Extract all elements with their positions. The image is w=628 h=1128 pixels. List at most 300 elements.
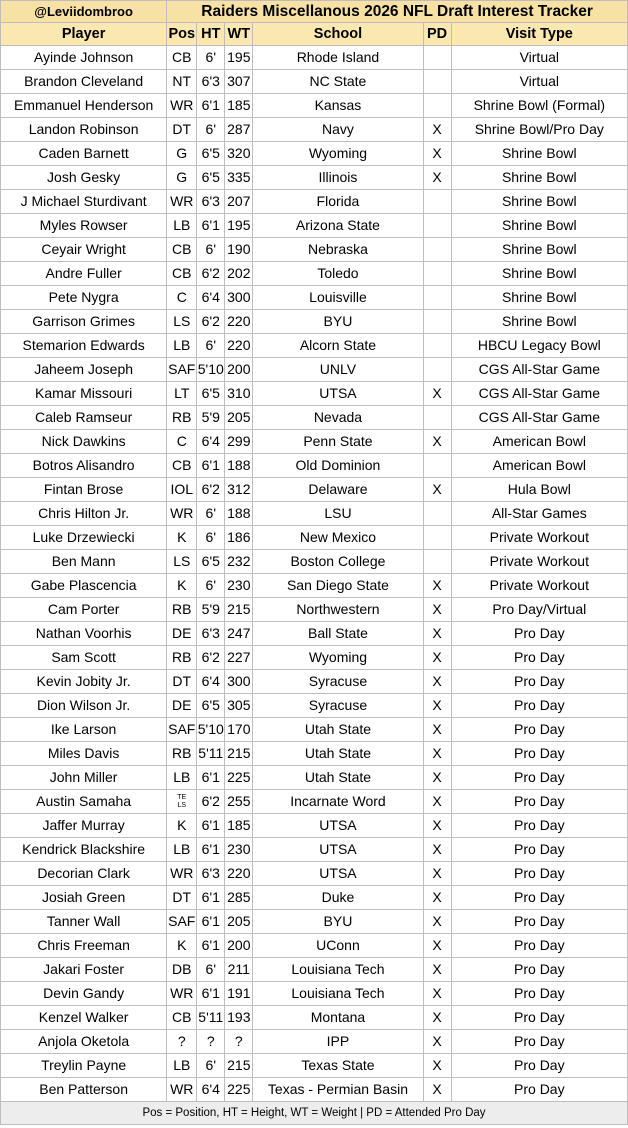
cell-height: 6' (197, 46, 225, 70)
cell-pro-day (423, 46, 451, 70)
cell-pos: DT (167, 118, 197, 142)
cell-visit-type: CGS All-Star Game (451, 406, 627, 430)
cell-height: 6'2 (197, 478, 225, 502)
cell-pro-day: X (423, 1006, 451, 1030)
cell-height: 6'5 (197, 694, 225, 718)
column-header-visit-type: Visit Type (451, 23, 627, 46)
cell-pos: LS (167, 310, 197, 334)
cell-height: 6'4 (197, 430, 225, 454)
cell-weight: 195 (225, 214, 253, 238)
table-row (1, 1054, 628, 1078)
cell-pos: NT (167, 70, 197, 94)
cell-visit-type: Pro Day (451, 838, 627, 862)
cell-school: Delaware (253, 478, 423, 502)
cell-pos: SAF (167, 358, 197, 382)
cell-weight: 202 (225, 262, 253, 286)
cell-pro-day: X (423, 766, 451, 790)
column-header-row (1, 23, 628, 46)
table-row (1, 766, 628, 790)
cell-pos: LT (167, 382, 197, 406)
cell-pos: SAF (167, 910, 197, 934)
cell-school: Navy (253, 118, 423, 142)
cell-weight: 186 (225, 526, 253, 550)
cell-visit-type: Shrine Bowl (451, 262, 627, 286)
cell-school: UTSA (253, 382, 423, 406)
cell-visit-type: Pro Day (451, 718, 627, 742)
cell-pos: LB (167, 1054, 197, 1078)
cell-pos: WR (167, 190, 197, 214)
cell-player: Landon Robinson (1, 118, 167, 142)
cell-height: 6'4 (197, 670, 225, 694)
table-row (1, 166, 628, 190)
cell-height: 6'5 (197, 550, 225, 574)
legend-footer: Pos = Position, HT = Height, WT = Weight | PD = Attended Pro Day (1, 1102, 628, 1125)
cell-player: John Miller (1, 766, 167, 790)
cell-height: 6'1 (197, 454, 225, 478)
cell-visit-type: Pro Day (451, 1030, 627, 1054)
cell-height: 5'10 (197, 358, 225, 382)
cell-weight: 207 (225, 190, 253, 214)
cell-school: Illinois (253, 166, 423, 190)
cell-height: 6' (197, 574, 225, 598)
cell-player: Stemarion Edwards (1, 334, 167, 358)
table-row (1, 334, 628, 358)
cell-school: Wyoming (253, 646, 423, 670)
column-header-pos: Pos (167, 23, 197, 46)
table-row (1, 814, 628, 838)
cell-pos: CB (167, 238, 197, 262)
cell-weight: ? (225, 1030, 253, 1054)
cell-visit-type: Shrine Bowl (Formal) (451, 94, 627, 118)
cell-pro-day: X (423, 814, 451, 838)
cell-weight: 255 (225, 790, 253, 814)
table-row (1, 1006, 628, 1030)
cell-school: Utah State (253, 742, 423, 766)
cell-visit-type: Shrine Bowl (451, 238, 627, 262)
cell-height: 6'2 (197, 310, 225, 334)
cell-pos: DB (167, 958, 197, 982)
cell-player: Dion Wilson Jr. (1, 694, 167, 718)
cell-player: Ben Patterson (1, 1078, 167, 1102)
cell-school: Louisiana Tech (253, 982, 423, 1006)
cell-school: New Mexico (253, 526, 423, 550)
cell-height: 6' (197, 238, 225, 262)
cell-pro-day: X (423, 1054, 451, 1078)
cell-visit-type: Pro Day (451, 790, 627, 814)
cell-height: 6'3 (197, 622, 225, 646)
cell-pos: WR (167, 982, 197, 1006)
cell-weight: 307 (225, 70, 253, 94)
cell-weight: 230 (225, 574, 253, 598)
cell-player: J Michael Sturdivant (1, 190, 167, 214)
cell-player: Austin Samaha (1, 790, 167, 814)
cell-weight: 310 (225, 382, 253, 406)
cell-player: Caleb Ramseur (1, 406, 167, 430)
cell-visit-type: Pro Day/Virtual (451, 598, 627, 622)
table-row (1, 718, 628, 742)
cell-height: 6' (197, 502, 225, 526)
cell-visit-type: American Bowl (451, 454, 627, 478)
cell-pos: C (167, 286, 197, 310)
cell-pos: CB (167, 262, 197, 286)
cell-player: Caden Barnett (1, 142, 167, 166)
cell-pro-day: X (423, 862, 451, 886)
cell-player: Ike Larson (1, 718, 167, 742)
cell-pro-day: X (423, 838, 451, 862)
cell-player: Nick Dawkins (1, 430, 167, 454)
cell-school: Alcorn State (253, 334, 423, 358)
cell-player: Sam Scott (1, 646, 167, 670)
cell-school: UTSA (253, 862, 423, 886)
cell-weight: 205 (225, 406, 253, 430)
cell-school: NC State (253, 70, 423, 94)
cell-pro-day (423, 286, 451, 310)
cell-pos: K (167, 934, 197, 958)
cell-weight: 232 (225, 550, 253, 574)
cell-height: 6' (197, 1054, 225, 1078)
cell-pos: C (167, 430, 197, 454)
cell-player: Botros Alisandro (1, 454, 167, 478)
cell-school: Louisville (253, 286, 423, 310)
cell-pos: RB (167, 598, 197, 622)
cell-pro-day: X (423, 670, 451, 694)
cell-visit-type: Shrine Bowl (451, 310, 627, 334)
cell-pos: K (167, 814, 197, 838)
cell-pos: K (167, 574, 197, 598)
table-row (1, 262, 628, 286)
column-header-school: School (253, 23, 423, 46)
cell-pro-day (423, 94, 451, 118)
cell-pro-day: X (423, 166, 451, 190)
cell-school: Louisiana Tech (253, 958, 423, 982)
cell-weight: 191 (225, 982, 253, 1006)
cell-school: Montana (253, 1006, 423, 1030)
cell-weight: 215 (225, 598, 253, 622)
cell-weight: 193 (225, 1006, 253, 1030)
cell-visit-type: Shrine Bowl (451, 166, 627, 190)
author-handle: @Leviidombroo (1, 1, 167, 23)
cell-school: UTSA (253, 814, 423, 838)
cell-player: Fintan Brose (1, 478, 167, 502)
cell-pro-day: X (423, 646, 451, 670)
table-row (1, 310, 628, 334)
cell-weight: 205 (225, 910, 253, 934)
cell-visit-type: Pro Day (451, 622, 627, 646)
cell-school: Syracuse (253, 694, 423, 718)
table-row (1, 190, 628, 214)
table-row (1, 238, 628, 262)
cell-height: 6' (197, 526, 225, 550)
cell-visit-type: Private Workout (451, 550, 627, 574)
cell-height: 6' (197, 118, 225, 142)
cell-visit-type: American Bowl (451, 430, 627, 454)
column-header-pd: PD (423, 23, 451, 46)
cell-pos: LB (167, 214, 197, 238)
cell-height: 6'1 (197, 766, 225, 790)
cell-visit-type: Private Workout (451, 574, 627, 598)
cell-weight: 215 (225, 1054, 253, 1078)
cell-pos (167, 790, 197, 814)
table-row (1, 670, 628, 694)
cell-height: 5'11 (197, 742, 225, 766)
cell-weight: 225 (225, 1078, 253, 1102)
cell-player: Pete Nygra (1, 286, 167, 310)
cell-pro-day: X (423, 1078, 451, 1102)
cell-pos: CB (167, 454, 197, 478)
cell-pro-day: X (423, 118, 451, 142)
cell-weight: 299 (225, 430, 253, 454)
cell-weight: 220 (225, 310, 253, 334)
cell-pos: K (167, 526, 197, 550)
table-row (1, 478, 628, 502)
cell-school: Toledo (253, 262, 423, 286)
cell-player: Miles Davis (1, 742, 167, 766)
cell-player: Jakari Foster (1, 958, 167, 982)
cell-pro-day (423, 238, 451, 262)
cell-visit-type: Private Workout (451, 526, 627, 550)
cell-pro-day (423, 454, 451, 478)
cell-player: Kendrick Blackshire (1, 838, 167, 862)
cell-height: 6'1 (197, 934, 225, 958)
cell-weight: 188 (225, 502, 253, 526)
table-row (1, 862, 628, 886)
table-row (1, 934, 628, 958)
cell-pro-day: X (423, 430, 451, 454)
cell-player: Andre Fuller (1, 262, 167, 286)
cell-school: Boston College (253, 550, 423, 574)
cell-visit-type: CGS All-Star Game (451, 358, 627, 382)
cell-pro-day: X (423, 598, 451, 622)
cell-weight: 287 (225, 118, 253, 142)
cell-player: Ben Mann (1, 550, 167, 574)
cell-player: Luke Drzewiecki (1, 526, 167, 550)
cell-height: 6'1 (197, 838, 225, 862)
cell-visit-type: Pro Day (451, 886, 627, 910)
cell-pro-day (423, 358, 451, 382)
table-row (1, 430, 628, 454)
table-row (1, 358, 628, 382)
table-row (1, 910, 628, 934)
cell-pro-day: X (423, 886, 451, 910)
cell-visit-type: Virtual (451, 70, 627, 94)
cell-player: Ceyair Wright (1, 238, 167, 262)
cell-pro-day: X (423, 982, 451, 1006)
table-row (1, 550, 628, 574)
cell-school: Rhode Island (253, 46, 423, 70)
cell-player: Josh Gesky (1, 166, 167, 190)
cell-height: 6'2 (197, 262, 225, 286)
cell-visit-type: Pro Day (451, 934, 627, 958)
table-row (1, 958, 628, 982)
cell-player: Cam Porter (1, 598, 167, 622)
cell-height: 6'4 (197, 1078, 225, 1102)
cell-pro-day: X (423, 574, 451, 598)
cell-school: Arizona State (253, 214, 423, 238)
cell-school: Northwestern (253, 598, 423, 622)
cell-pos: LB (167, 838, 197, 862)
cell-visit-type: Pro Day (451, 814, 627, 838)
cell-height: 5'11 (197, 1006, 225, 1030)
cell-player: Kenzel Walker (1, 1006, 167, 1030)
cell-weight: 320 (225, 142, 253, 166)
cell-height: 6'1 (197, 982, 225, 1006)
cell-pos: LB (167, 766, 197, 790)
cell-pos: CB (167, 46, 197, 70)
cell-school: Penn State (253, 430, 423, 454)
cell-player: Chris Freeman (1, 934, 167, 958)
cell-pos: SAF (167, 718, 197, 742)
cell-visit-type: Pro Day (451, 742, 627, 766)
cell-height: 6' (197, 958, 225, 982)
table-row (1, 1078, 628, 1102)
cell-pos: DE (167, 694, 197, 718)
cell-pro-day (423, 70, 451, 94)
cell-visit-type: CGS All-Star Game (451, 382, 627, 406)
cell-pro-day: X (423, 934, 451, 958)
cell-player: Ayinde Johnson (1, 46, 167, 70)
cell-player: Brandon Cleveland (1, 70, 167, 94)
cell-school: Nevada (253, 406, 423, 430)
table-row (1, 70, 628, 94)
cell-pos: DT (167, 886, 197, 910)
cell-school: BYU (253, 310, 423, 334)
cell-visit-type: Virtual (451, 46, 627, 70)
cell-visit-type: Pro Day (451, 766, 627, 790)
cell-school: LSU (253, 502, 423, 526)
cell-weight: 220 (225, 862, 253, 886)
table-row (1, 214, 628, 238)
cell-pos: RB (167, 742, 197, 766)
cell-visit-type: Shrine Bowl (451, 214, 627, 238)
cell-player: Devin Gandy (1, 982, 167, 1006)
table-row (1, 742, 628, 766)
cell-school: Ball State (253, 622, 423, 646)
cell-height: 6'3 (197, 190, 225, 214)
cell-school: Utah State (253, 766, 423, 790)
cell-player: Treylin Payne (1, 1054, 167, 1078)
cell-pro-day (423, 310, 451, 334)
cell-weight: 285 (225, 886, 253, 910)
cell-pro-day: X (423, 694, 451, 718)
cell-weight: 211 (225, 958, 253, 982)
cell-weight: 230 (225, 838, 253, 862)
cell-school: Syracuse (253, 670, 423, 694)
cell-school: UConn (253, 934, 423, 958)
cell-player: Chris Hilton Jr. (1, 502, 167, 526)
cell-height: 6'1 (197, 886, 225, 910)
cell-visit-type: Shrine Bowl (451, 286, 627, 310)
cell-pos: DE (167, 622, 197, 646)
cell-pro-day: X (423, 382, 451, 406)
cell-visit-type: Pro Day (451, 982, 627, 1006)
cell-pro-day: X (423, 790, 451, 814)
cell-weight: 305 (225, 694, 253, 718)
cell-pos: ? (167, 1030, 197, 1054)
stacked-position (177, 794, 186, 810)
cell-school: Utah State (253, 718, 423, 742)
table-row (1, 406, 628, 430)
cell-pro-day (423, 406, 451, 430)
cell-height: 6'2 (197, 790, 225, 814)
cell-player: Gabe Plascencia (1, 574, 167, 598)
cell-player: Emmanuel Henderson (1, 94, 167, 118)
cell-weight: 185 (225, 94, 253, 118)
cell-visit-type: Pro Day (451, 1054, 627, 1078)
cell-visit-type: Pro Day (451, 958, 627, 982)
cell-weight: 247 (225, 622, 253, 646)
table-row (1, 646, 628, 670)
cell-weight: 195 (225, 46, 253, 70)
cell-weight: 300 (225, 286, 253, 310)
cell-height: 6'4 (197, 286, 225, 310)
cell-height: 6'1 (197, 94, 225, 118)
cell-school: Florida (253, 190, 423, 214)
cell-player: Tanner Wall (1, 910, 167, 934)
cell-visit-type: Shrine Bowl (451, 190, 627, 214)
table-row (1, 526, 628, 550)
cell-height: 6'5 (197, 382, 225, 406)
cell-visit-type: Pro Day (451, 1078, 627, 1102)
cell-school: BYU (253, 910, 423, 934)
cell-player: Myles Rowser (1, 214, 167, 238)
cell-pro-day: X (423, 958, 451, 982)
cell-height: ? (197, 1030, 225, 1054)
cell-pos: G (167, 166, 197, 190)
footer-row (1, 1102, 628, 1125)
cell-pos: G (167, 142, 197, 166)
cell-weight: 200 (225, 934, 253, 958)
cell-weight: 188 (225, 454, 253, 478)
cell-player: Nathan Voorhis (1, 622, 167, 646)
cell-height: 5'9 (197, 598, 225, 622)
cell-pos: DT (167, 670, 197, 694)
cell-school: Wyoming (253, 142, 423, 166)
table-row (1, 886, 628, 910)
table-row (1, 502, 628, 526)
cell-pro-day: X (423, 478, 451, 502)
cell-weight: 190 (225, 238, 253, 262)
column-header-wt: WT (225, 23, 253, 46)
cell-weight: 185 (225, 814, 253, 838)
cell-pos: WR (167, 862, 197, 886)
cell-player: Garrison Grimes (1, 310, 167, 334)
cell-visit-type: Pro Day (451, 862, 627, 886)
cell-player: Kamar Missouri (1, 382, 167, 406)
cell-weight: 335 (225, 166, 253, 190)
cell-school: UNLV (253, 358, 423, 382)
cell-visit-type: Hula Bowl (451, 478, 627, 502)
table-row (1, 1030, 628, 1054)
cell-player: Decorian Clark (1, 862, 167, 886)
cell-school: IPP (253, 1030, 423, 1054)
cell-weight: 227 (225, 646, 253, 670)
cell-player: Kevin Jobity Jr. (1, 670, 167, 694)
cell-school: Duke (253, 886, 423, 910)
cell-visit-type: Pro Day (451, 646, 627, 670)
cell-school: Incarnate Word (253, 790, 423, 814)
cell-pro-day (423, 190, 451, 214)
position-secondary: LS (177, 802, 187, 810)
position-primary: TE (177, 794, 187, 802)
cell-height: 6' (197, 334, 225, 358)
cell-height: 6'1 (197, 814, 225, 838)
cell-school: UTSA (253, 838, 423, 862)
cell-weight: 220 (225, 334, 253, 358)
cell-height: 6'3 (197, 70, 225, 94)
cell-visit-type: Pro Day (451, 910, 627, 934)
cell-school: Kansas (253, 94, 423, 118)
cell-school: Texas - Permian Basin (253, 1078, 423, 1102)
